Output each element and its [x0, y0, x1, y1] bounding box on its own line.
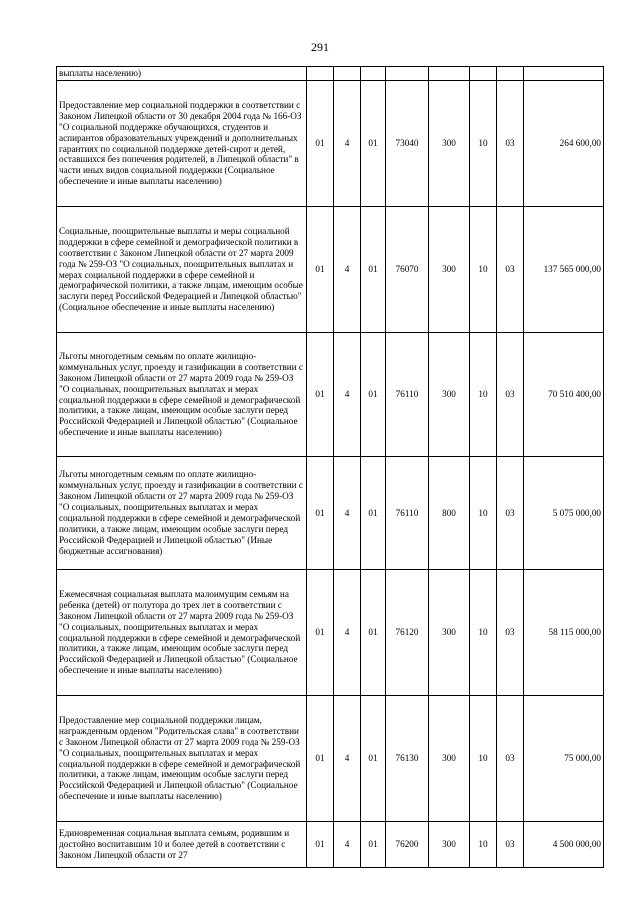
section-code: 10	[470, 570, 497, 696]
row-description: Предоставление мер социальной поддержки в соответствии с Законом Липецкой области от 30 декабря 2004 года № 166-ОЗ "О социальной поддержке обучающихся, студентов и аспирантов образовательных учреждений и дополнительных гарантиях по социальной поддержке детей-сирот и детей, оставшихся без попечения родителей, в Липецкой области" в части иных видов социальной поддержки (Социальное обеспечение и иные выплаты населению)	[57, 81, 307, 207]
expense-type-code: 300	[429, 207, 470, 333]
main-event-code: 01	[361, 207, 386, 333]
amount	[524, 67, 604, 81]
direction-code: 76110	[386, 457, 429, 570]
section-code: 10	[470, 457, 497, 570]
subprogram-code: 4	[334, 333, 361, 457]
table-row	[57, 457, 604, 570]
table-body	[57, 67, 604, 868]
main-event-code	[361, 67, 386, 81]
subsection-code: 03	[497, 570, 524, 696]
program-code: 01	[307, 81, 334, 207]
table-row	[57, 822, 604, 868]
expense-type-code: 300	[429, 333, 470, 457]
row-description: выплаты населению)	[57, 67, 307, 81]
section-code	[470, 67, 497, 81]
budget-table	[56, 66, 604, 868]
table-row	[57, 67, 604, 81]
main-event-code: 01	[361, 81, 386, 207]
main-event-code: 01	[361, 822, 386, 868]
row-description: Льготы многодетным семьям по оплате жилищно-коммунальных услуг, проезду и газификации в соответствии с Законом Липецкой области от 27 марта 2009 года № 259-ОЗ "О социальных, поощрительных выплатах и мерах социальной поддержки в сфере семейной и демографической политики, а также лицам, имеющим особые заслуги перед Российской Федерацией и Липецкой областью" (Иные бюджетные ассигнования)	[57, 457, 307, 570]
direction-code	[386, 67, 429, 81]
program-code: 01	[307, 696, 334, 822]
direction-code: 76110	[386, 333, 429, 457]
subsection-code: 03	[497, 81, 524, 207]
subprogram-code: 4	[334, 207, 361, 333]
main-event-code: 01	[361, 570, 386, 696]
section-code: 10	[470, 333, 497, 457]
row-description: Льготы многодетным семьям по оплате жилищно-коммунальных услуг, проезду и газификации в соответствии с Законом Липецкой области от 27 марта 2009 года № 259-ОЗ "О социальных, поощрительных выплатах и мерах социальной поддержки в сфере семейной и демографической политики, а также лицам, имеющим особые заслуги перед Российской Федерацией и Липецкой областью" (Социальное обеспечение и иные выплаты населению)	[57, 333, 307, 457]
amount: 75 000,00	[524, 696, 604, 822]
subsection-code: 03	[497, 207, 524, 333]
amount: 58 115 000,00	[524, 570, 604, 696]
section-code: 10	[470, 81, 497, 207]
subprogram-code: 4	[334, 696, 361, 822]
amount: 264 600,00	[524, 81, 604, 207]
program-code: 01	[307, 457, 334, 570]
table-row	[57, 696, 604, 822]
direction-code: 76130	[386, 696, 429, 822]
subprogram-code: 4	[334, 822, 361, 868]
page-number: 291	[311, 40, 329, 54]
row-description: Социальные, поощрительные выплаты и меры социальной поддержки в сфере семейной и демографической политики в соответствии с Законом Липецкой области от 27 марта 2009 года № 259-ОЗ "О социальных, поощрительных выплатах и мерах социальной поддержки в сфере семейной и демографической политики, а также лицам, имеющим особые заслуги перед Российской Федерацией и Липецкой областью" (Социальное обеспечение и иные выплаты населению)	[57, 207, 307, 333]
table-row	[57, 207, 604, 333]
expense-type-code: 300	[429, 570, 470, 696]
expense-type-code: 300	[429, 81, 470, 207]
subprogram-code	[334, 67, 361, 81]
direction-code: 73040	[386, 81, 429, 207]
expense-type-code	[429, 67, 470, 81]
section-code: 10	[470, 696, 497, 822]
table-row	[57, 570, 604, 696]
expense-type-code: 300	[429, 822, 470, 868]
program-code: 01	[307, 333, 334, 457]
program-code: 01	[307, 207, 334, 333]
subprogram-code: 4	[334, 81, 361, 207]
program-code: 01	[307, 822, 334, 868]
direction-code: 76070	[386, 207, 429, 333]
expense-type-code: 300	[429, 696, 470, 822]
subsection-code	[497, 67, 524, 81]
amount: 137 565 000,00	[524, 207, 604, 333]
expense-type-code: 800	[429, 457, 470, 570]
main-event-code: 01	[361, 457, 386, 570]
subsection-code: 03	[497, 333, 524, 457]
row-description: Единовременная социальная выплата семьям, родившим и достойно воспитавшим 10 и более детей в соответствии с Законом Липецкой области от 27	[57, 822, 307, 868]
subsection-code: 03	[497, 457, 524, 570]
amount: 70 510 400,00	[524, 333, 604, 457]
program-code: 01	[307, 570, 334, 696]
table-row	[57, 333, 604, 457]
subsection-code: 03	[497, 696, 524, 822]
table-row	[57, 81, 604, 207]
direction-code: 76200	[386, 822, 429, 868]
section-code: 10	[470, 207, 497, 333]
program-code	[307, 67, 334, 81]
main-event-code: 01	[361, 333, 386, 457]
direction-code: 76120	[386, 570, 429, 696]
row-description: Ежемесячная социальная выплата малоимущим семьям на ребенка (детей) от полутора до трех лет в соответствии с Законом Липецкой области от 27 марта 2009 года № 259-ОЗ "О социальных, поощрительных выплатах и мерах социальной поддержки в сфере семейной и демографической политики, а также лицам, имеющим особые заслуги перед Российской Федерацией и Липецкой областью" (Социальное обеспечение и иные выплаты населению)	[57, 570, 307, 696]
subsection-code: 03	[497, 822, 524, 868]
main-event-code: 01	[361, 696, 386, 822]
amount: 4 500 000,00	[524, 822, 604, 868]
section-code: 10	[470, 822, 497, 868]
subprogram-code: 4	[334, 570, 361, 696]
subprogram-code: 4	[334, 457, 361, 570]
row-description: Предоставление мер социальной поддержки лицам, награжденным орденом "Родительская слава" в соответствии с Законом Липецкой области от 27 марта 2009 года № 259-ОЗ "О социальных, поощрительных выплатах и мерах социальной поддержки в сфере семейной и демографической политики, а также лицам, имеющим особые заслуги перед Российской Федерацией и Липецкой областью" (Социальное обеспечение и иные выплаты населению)	[57, 696, 307, 822]
amount: 5 075 000,00	[524, 457, 604, 570]
